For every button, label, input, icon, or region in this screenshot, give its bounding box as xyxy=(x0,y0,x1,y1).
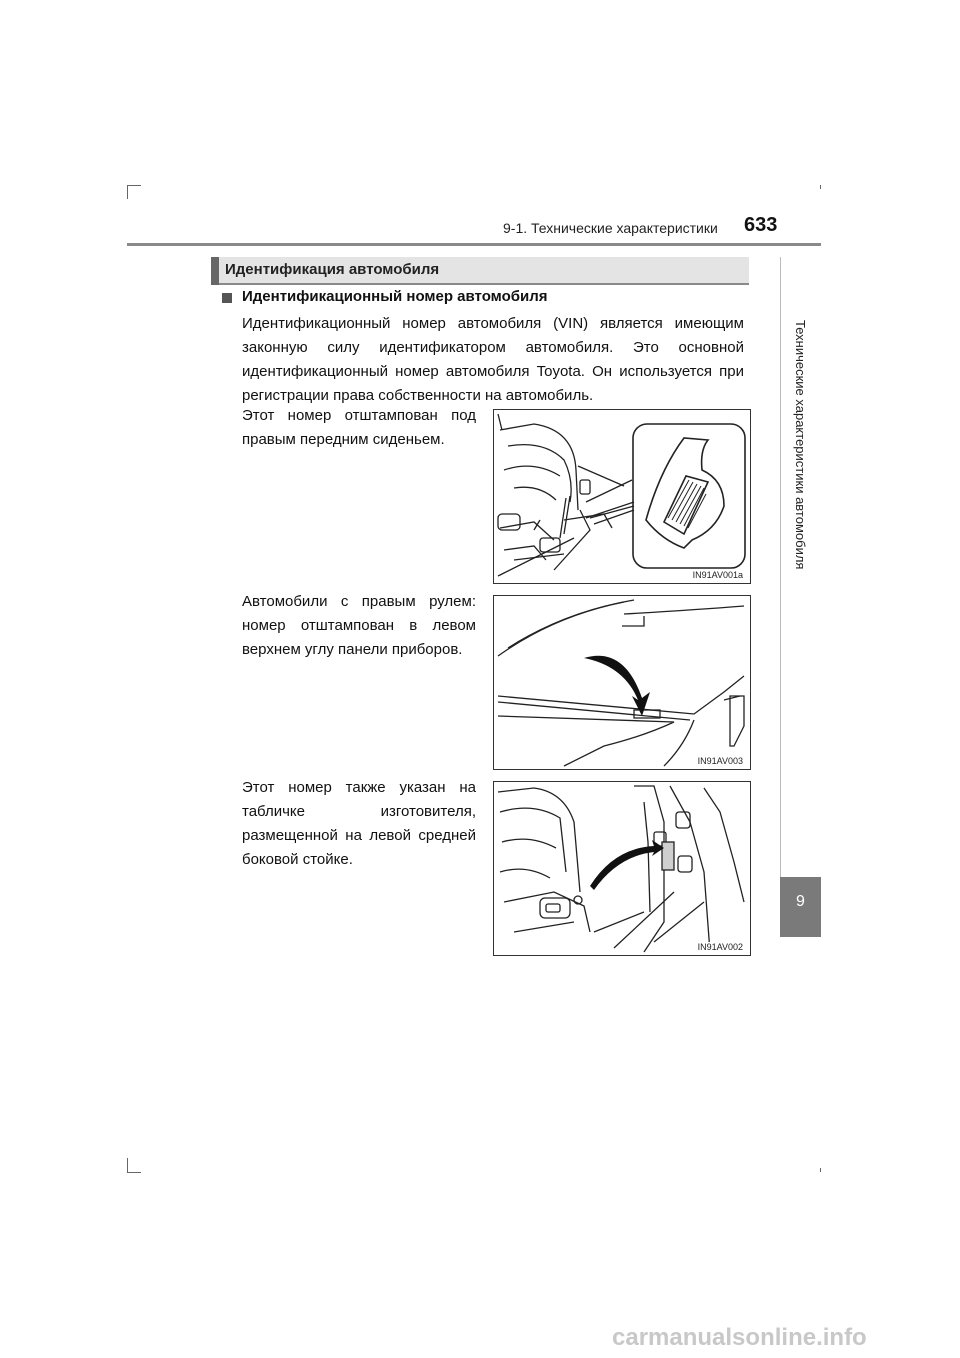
header-rule xyxy=(127,243,821,246)
figure-pillar-plate xyxy=(493,781,751,956)
item-line: боковой стойке. xyxy=(242,851,353,868)
section-heading-bar xyxy=(211,257,749,285)
dashboard-vin-location-illustration xyxy=(494,596,750,769)
intro-line: идентификационный номер автомобиля Toyota. Он используется при xyxy=(242,363,744,380)
item-line: Автомобили с правым рулем: xyxy=(242,593,476,610)
seat-vin-location-illustration xyxy=(494,410,750,583)
intro-line: Идентификационный номер автомобиля (VIN) является имеющим xyxy=(242,315,744,332)
item-line: правым передним сиденьем. xyxy=(242,431,445,448)
item-line: Этот номер отштампован под xyxy=(242,407,476,424)
crop-mark-bottom-left-v xyxy=(127,1158,128,1172)
intro-paragraph xyxy=(242,312,744,408)
watermark: carmanualsonline.info xyxy=(612,1324,867,1351)
section-heading-accent xyxy=(211,257,219,285)
item-line: Этот номер также указан на xyxy=(242,779,476,796)
figure-dashboard-vin xyxy=(493,595,751,770)
square-bullet-icon xyxy=(222,293,232,303)
figure-code: IN91AV002 xyxy=(697,942,743,952)
page-number: 633 xyxy=(744,214,778,236)
section-heading: Идентификация автомобиля xyxy=(225,261,440,278)
chapter-number: 9 xyxy=(796,893,805,910)
subsection-title: Идентификационный номер автомобиля xyxy=(242,288,548,305)
item-line: номер отштампован в левом xyxy=(242,617,476,634)
figure-code: IN91AV001a xyxy=(692,570,743,580)
item-line: верхнем углу панели приборов. xyxy=(242,641,463,658)
intro-line: законную силу идентификатором автомобиля. Это основной xyxy=(242,339,744,356)
item-line: размещенной на левой средней xyxy=(242,827,476,844)
crop-mark-top-left-h xyxy=(127,185,141,186)
item-2-text xyxy=(242,590,476,662)
side-tab-title: Технические характеристики автомобиля xyxy=(793,320,808,570)
running-header: 9-1. Технические характеристики xyxy=(503,220,718,236)
figure-seat-vin xyxy=(493,409,751,584)
crop-mark-top-left-v xyxy=(127,185,128,199)
item-1-text xyxy=(242,404,476,452)
crop-mark-top-right xyxy=(820,185,821,189)
figure-code: IN91AV003 xyxy=(697,756,743,766)
intro-line: регистрации права собственности на автомобиль. xyxy=(242,387,594,404)
item-line: табличке изготовителя, xyxy=(242,803,476,820)
item-3-text xyxy=(242,776,476,872)
crop-mark-bottom-right xyxy=(820,1168,821,1172)
pillar-plate-location-illustration xyxy=(494,782,750,955)
crop-mark-bottom-left-h xyxy=(127,1172,141,1173)
